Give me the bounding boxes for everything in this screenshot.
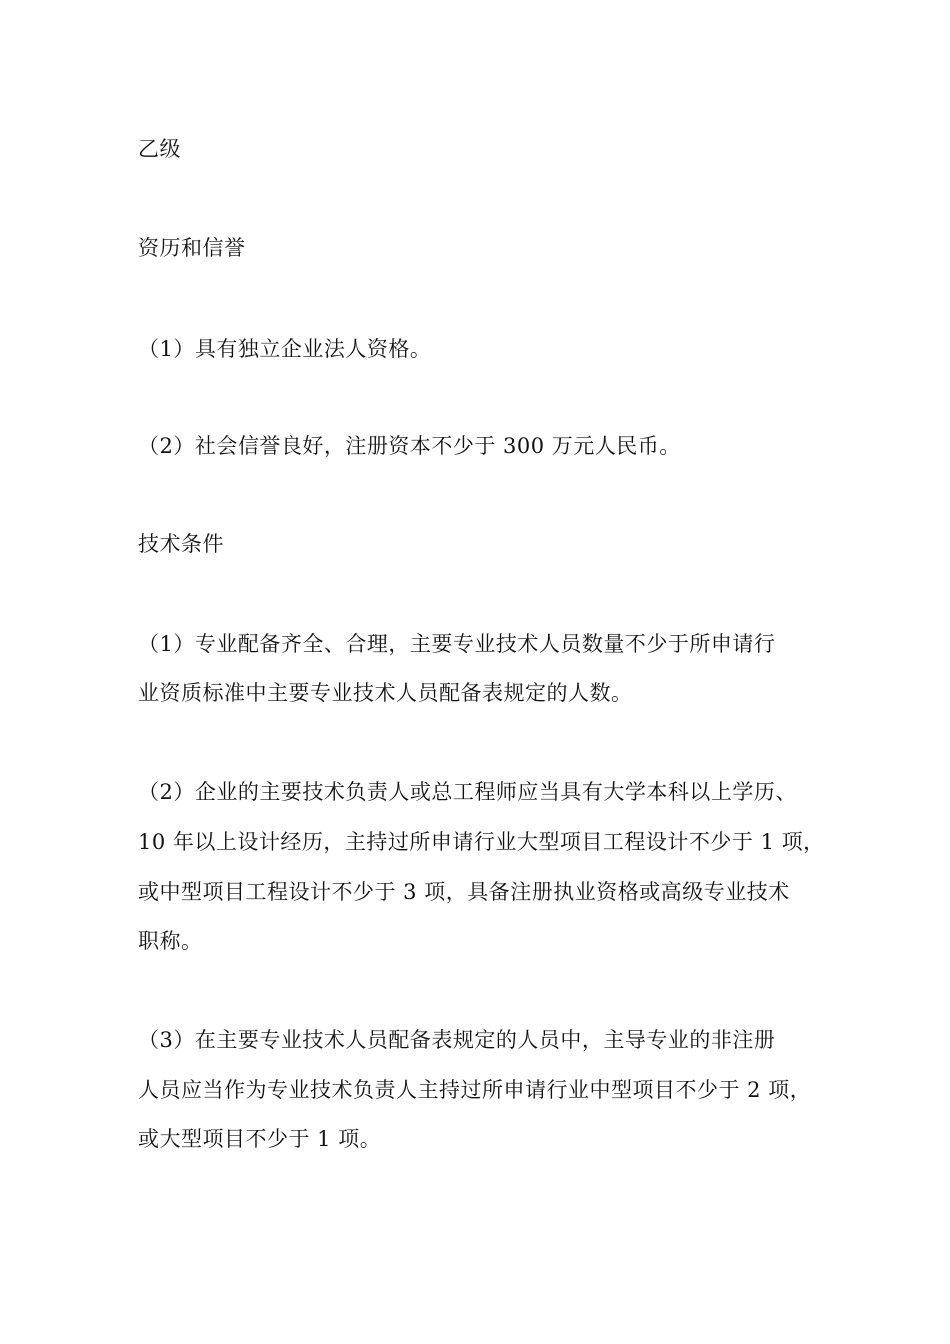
technical-item-2-line-1: （2）企业的主要技术负责人或总工程师应当具有大学本科以上学历、	[138, 780, 797, 804]
qualification-item-2: （2）社会信誉良好，注册资本不少于 300 万元人民币。	[138, 434, 681, 458]
section-title-qualification: 资历和信誉	[138, 236, 246, 260]
section-title-technical: 技术条件	[138, 532, 224, 556]
technical-item-1-line-1: （1）专业配备齐全、合理，主要专业技术人员数量不少于所申请行	[138, 632, 776, 656]
technical-item-2-line-3: 或中型项目工程设计不少于 3 项，具备注册执业资格或高级专业技术	[138, 880, 790, 904]
technical-item-3-line-3: 或大型项目不少于 1 项。	[138, 1127, 382, 1151]
technical-item-3-line-2: 人员应当作为专业技术负责人主持过所申请行业中型项目不少于 2 项，	[138, 1078, 812, 1102]
technical-item-2-line-2: 10 年以上设计经历，主持过所申请行业大型项目工程设计不少于 1 项，	[138, 830, 825, 854]
technical-item-1-line-2: 业资质标准中主要专业技术人员配备表规定的人数。	[138, 681, 633, 705]
qualification-item-1: （1）具有独立企业法人资格。	[138, 337, 432, 361]
technical-item-3-line-1: （3）在主要专业技术人员配备表规定的人员中，主导专业的非注册	[138, 1028, 776, 1052]
technical-item-2-line-4: 职称。	[138, 929, 203, 953]
grade-heading: 乙级	[138, 137, 181, 161]
